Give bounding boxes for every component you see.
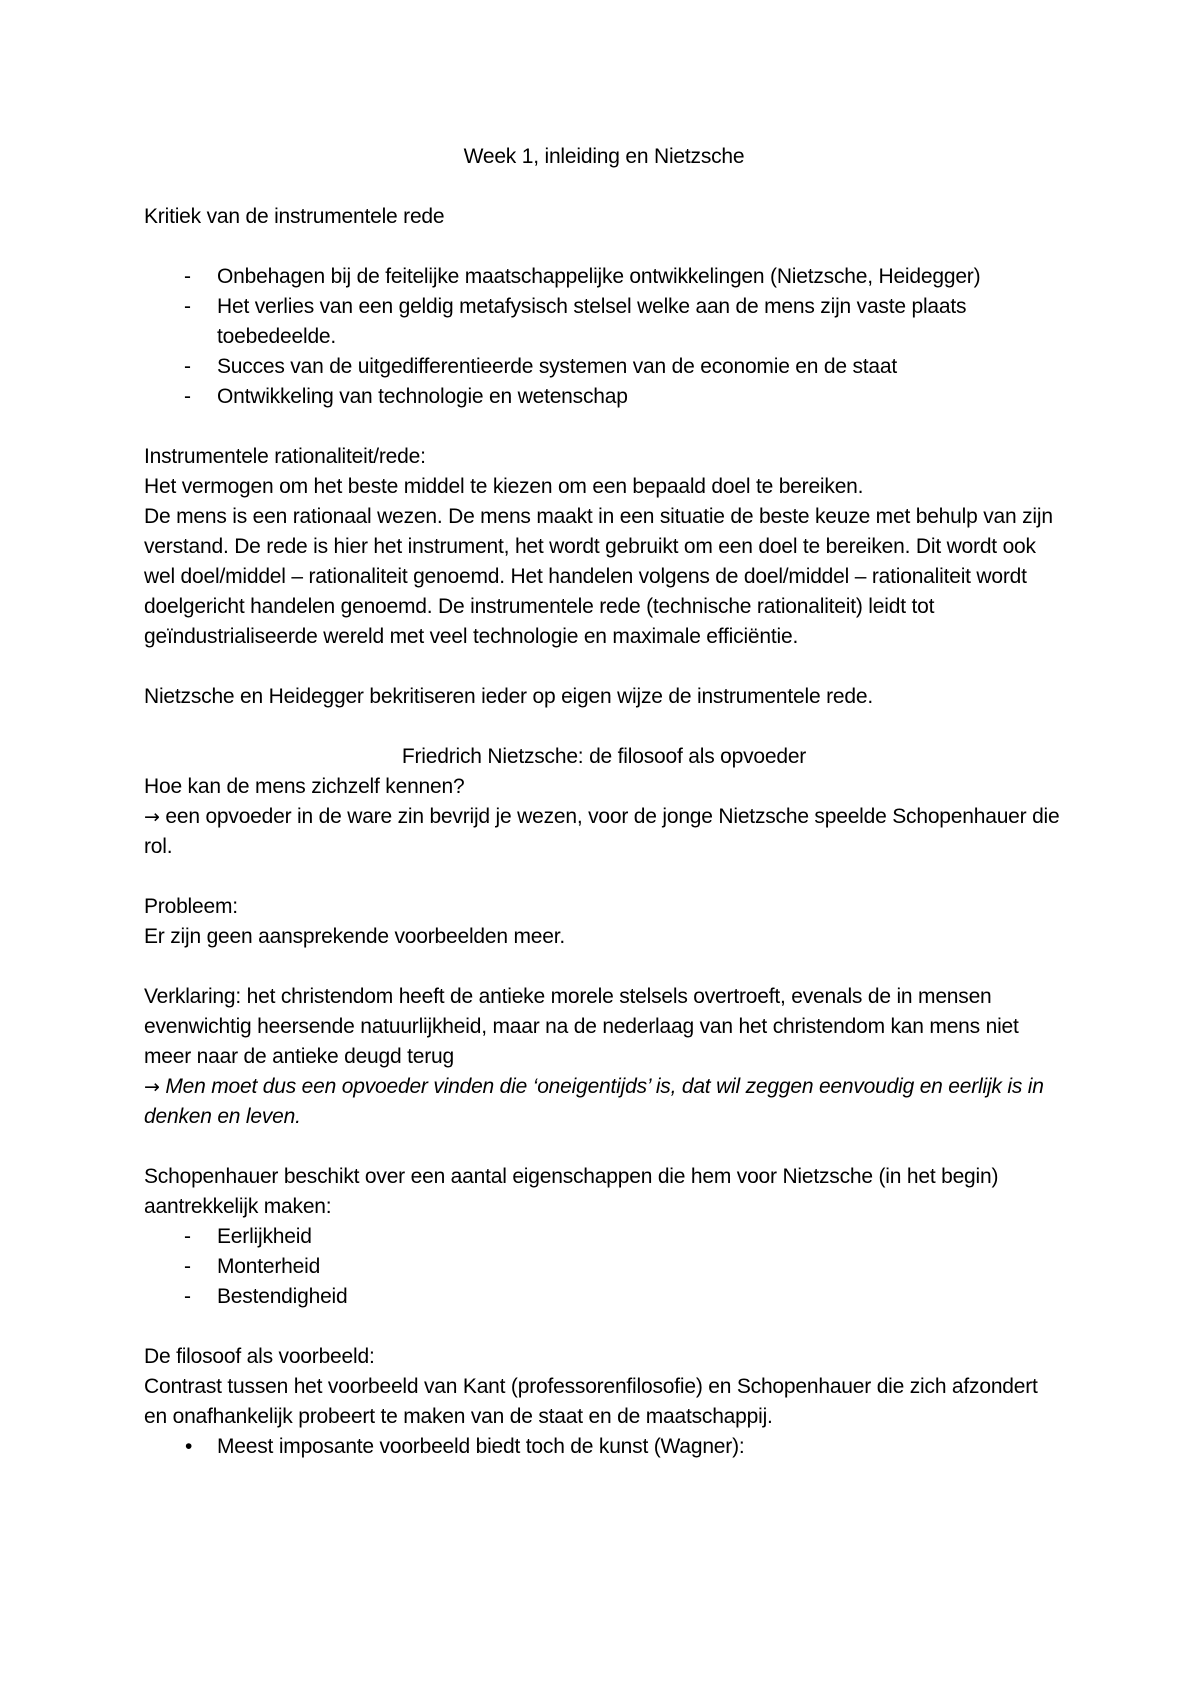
spacer <box>144 652 1064 682</box>
dash-marker: - <box>184 1225 191 1248</box>
list-item-text: Monterheid <box>217 1255 321 1278</box>
dash-marker: - <box>184 265 191 288</box>
section-heading-instrumentele: Instrumentele rationaliteit/rede: <box>144 445 426 468</box>
spacer <box>144 412 1064 442</box>
list-item <box>144 1222 1064 1252</box>
question-line: Hoe kan de mens zichzelf kennen? <box>144 775 465 798</box>
list-item <box>144 1252 1064 1282</box>
list-item <box>144 382 1064 412</box>
bullet-marker: • <box>185 1435 193 1458</box>
list-item-text: Bestendigheid <box>217 1285 348 1308</box>
spacer <box>144 232 1064 262</box>
definition-line: Het vermogen om het beste middel te kiezen om een bepaald doel te bereiken. <box>144 475 864 498</box>
spacer <box>144 1312 1064 1342</box>
spacer <box>144 1132 1064 1162</box>
paragraph-rationaliteit: De mens is een rationaal wezen. De mens maakt in een situatie de beste keuze met behulp van zijn verstand. De rede is hier het instrument, het wordt gebruikt om een doel te bereiken. Dit wordt ook wel doel/middel – rationaliteit genoemd. Het handelen volgens de doel/middel – rationaliteit wordt doelgericht handelen genoemd. De instrumentele rede (technische rationaliteit) leidt tot geïndustrialiseerde wereld met veel technologie en maximale efficiëntie. <box>144 505 1053 648</box>
schopenhauer-intro: Schopenhauer beschikt over een aantal eigenschappen die hem voor Nietzsche (in het begin) aantrekkelijk maken: <box>144 1165 999 1218</box>
list-item <box>144 1432 1064 1462</box>
dash-marker: - <box>184 355 191 378</box>
list-item-text: Ontwikkeling van technologie en wetenschap <box>217 385 628 408</box>
list-item-text: Eerlijkheid <box>217 1225 312 1248</box>
eigenschappen-list <box>144 1222 1064 1312</box>
list-item-text: Het verlies van een geldig metafysisch stelsel welke aan de mens zijn vaste plaats toebedeelde. <box>217 295 967 348</box>
section-title-nietzsche: Friedrich Nietzsche: de filosoof als opvoeder <box>401 745 807 768</box>
spacer <box>144 712 1064 742</box>
dash-marker: - <box>184 295 191 318</box>
arrow-right-icon: → <box>144 1076 160 1098</box>
list-item-text: Meest imposante voorbeeld biedt toch de kunst (Wagner): <box>217 1435 745 1458</box>
document-body <box>144 142 1064 1462</box>
probleem-text: Er zijn geen aansprekende voorbeelden meer. <box>144 925 566 948</box>
list-item <box>144 1282 1064 1312</box>
conclusion-paragraph <box>144 1072 1064 1132</box>
arrow-right-icon: → <box>144 806 160 828</box>
kritiek-list <box>144 262 1064 412</box>
dash-marker: - <box>184 1255 191 1278</box>
answer-paragraph <box>144 802 1064 862</box>
kunst-list <box>144 1432 1064 1462</box>
contrast-paragraph: Contrast tussen het voorbeeld van Kant (professorenfilosofie) en Schopenhauer die zich afzondert en onafhankelijk probeert te maken van de staat en de maatschappij. <box>144 1375 1038 1428</box>
section-heading-voorbeeld: De filosoof als voorbeeld: <box>144 1345 375 1368</box>
dash-marker: - <box>184 1285 191 1308</box>
section-heading-kritiek: Kritiek van de instrumentele rede <box>144 205 445 228</box>
section-heading-probleem: Probleem: <box>144 895 238 918</box>
list-item-text: Onbehagen bij de feitelijke maatschappelijke ontwikkelingen (Nietzsche, Heidegger) <box>217 265 981 288</box>
answer-text: een opvoeder in de ware zin bevrijd je wezen, voor de jonge Nietzsche speelde Schopenhauer die rol. <box>144 805 1060 858</box>
list-item <box>144 292 1064 352</box>
verklaring-paragraph: Verklaring: het christendom heeft de antieke morele stelsels overtroeft, evenals de in mensen evenwichtig heersende natuurlijkheid, maar na de nederlaag van het christendom kan mens niet meer naar de antieke deugd terug <box>144 985 1019 1068</box>
spacer <box>144 862 1064 892</box>
list-item-text: Succes van de uitgedifferentieerde systemen van de economie en de staat <box>217 355 898 378</box>
list-item <box>144 262 1064 292</box>
paragraph-closing: Nietzsche en Heidegger bekritiseren ieder op eigen wijze de instrumentele rede. <box>144 685 873 708</box>
spacer <box>144 952 1064 982</box>
conclusion-text: Men moet dus een opvoeder vinden die ‘oneigentijds’ is, dat wil zeggen eenvoudig en eerlijk is in denken en leven. <box>144 1075 1044 1128</box>
list-item <box>144 352 1064 382</box>
page-title: Week 1, inleiding en Nietzsche <box>463 145 745 168</box>
dash-marker: - <box>184 385 191 408</box>
